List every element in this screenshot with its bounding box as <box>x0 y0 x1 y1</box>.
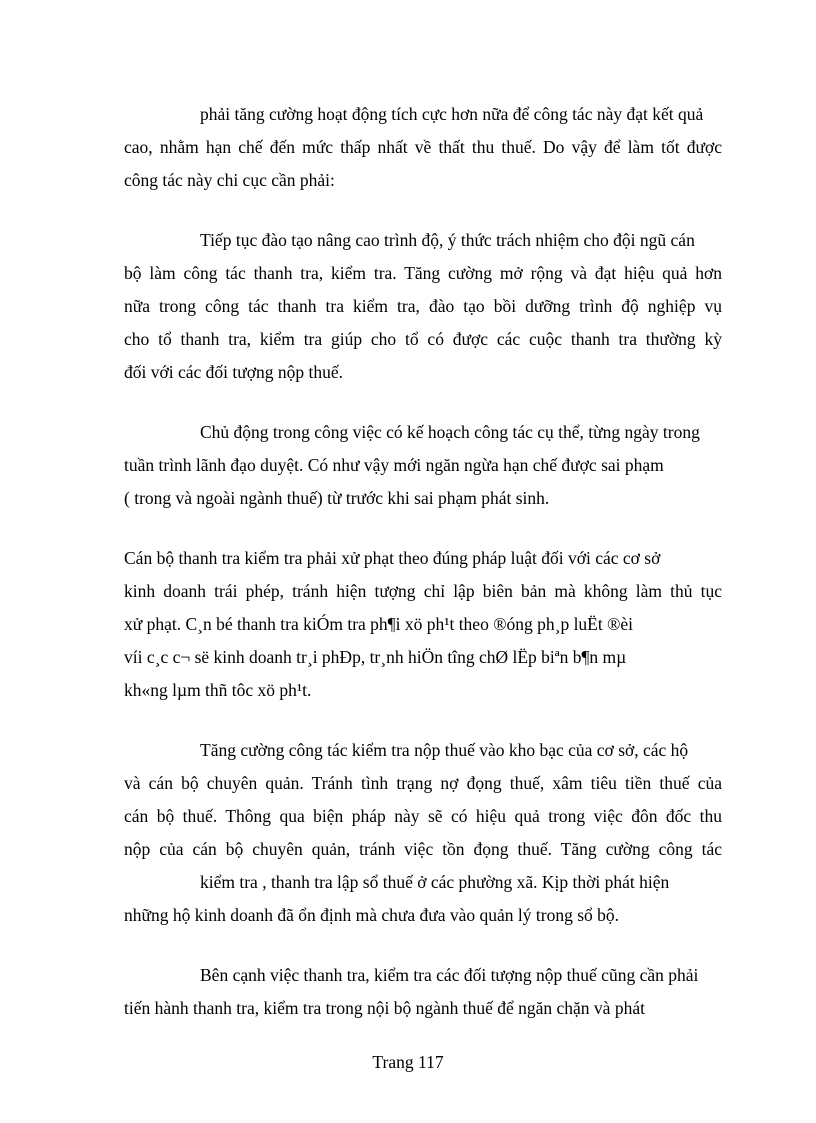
text-line: kh«ng lµm thñ tôc xö ph¹t. <box>124 680 312 700</box>
text-line: Chủ động trong công việc có kế hoạch công tác cụ thể, từng ngày trong <box>200 422 700 442</box>
text-line: Cán bộ thanh tra kiểm tra phải xử phạt theo đúng pháp luật đối với các cơ sở <box>124 548 661 568</box>
page-number: Trang 117 <box>372 1052 444 1072</box>
text-line: bộ làm công tác thanh tra, kiểm tra. Tăng cường mở rộng và đạt hiệu quả hơn <box>124 263 722 283</box>
text-line: Tiếp tục đào tạo nâng cao trình độ, ý thức trách nhiệm cho đội ngũ cán <box>200 230 695 250</box>
text-line: víi c¸c c¬ së kinh doanh tr¸i phÐp, tr¸nh hiÖn tîng chØ lËp biªn b¶n mµ <box>124 647 627 667</box>
text-line: tuần trình lãnh đạo duyệt. Có như vậy mới ngăn ngừa hạn chế được sai phạm <box>124 455 664 475</box>
text-line: xử phạt. C¸n bé thanh tra kiÓm tra ph¶i xö ph¹t theo ®óng ph¸p luËt ®èi <box>124 614 634 634</box>
text-line: nữa trong công tác thanh tra kiểm tra, đào tạo bồi dưỡng trình độ nghiệp vụ <box>124 296 722 316</box>
text-line: nộp của cán bộ chuyên quản, tránh việc tồn đọng thuế. Tăng cường công tác <box>124 839 722 859</box>
text-line: kiểm tra , thanh tra lập sổ thuế ở các phường xã. Kịp thời phát hiện <box>200 872 670 892</box>
text-line: cán bộ thuế. Thông qua biện pháp này sẽ có hiệu quả trong việc đôn đốc thu <box>124 806 722 826</box>
text-line: ( trong và ngoài ngành thuế) từ trước khi sai phạm phát sinh. <box>124 488 550 508</box>
text-line: cao, nhằm hạn chế đến mức thấp nhất về thất thu thuế. Do vậy để làm tốt được <box>124 137 722 157</box>
text-line: tiến hành thanh tra, kiểm tra trong nội bộ ngành thuế để ngăn chặn và phát <box>124 998 645 1018</box>
text-line: cho tổ thanh tra, kiểm tra giúp cho tổ có được các cuộc thanh tra thường kỳ <box>124 329 722 349</box>
text-line: phải tăng cường hoạt động tích cực hơn nữa để công tác này đạt kết quả <box>200 104 704 124</box>
text-line: những hộ kinh doanh đã ổn định mà chưa đưa vào quản lý trong sổ bộ. <box>124 905 620 925</box>
text-line: và cán bộ chuyên quản. Tránh tình trạng nợ đọng thuế, xâm tiêu tiền thuế của <box>124 773 722 793</box>
text-line: đối với các đối tượng nộp thuế. <box>124 362 343 382</box>
text-line: Bên cạnh việc thanh tra, kiểm tra các đối tượng nộp thuế cũng cần phải <box>200 965 699 985</box>
text-line: kinh doanh trái phép, tránh hiện tượng chỉ lập biên bản mà không làm thủ tục <box>124 581 722 601</box>
text-line: Tăng cường công tác kiểm tra nộp thuế vào kho bạc của cơ sở, các hộ <box>200 740 689 760</box>
text-line: công tác này chi cục cần phải: <box>124 170 335 190</box>
